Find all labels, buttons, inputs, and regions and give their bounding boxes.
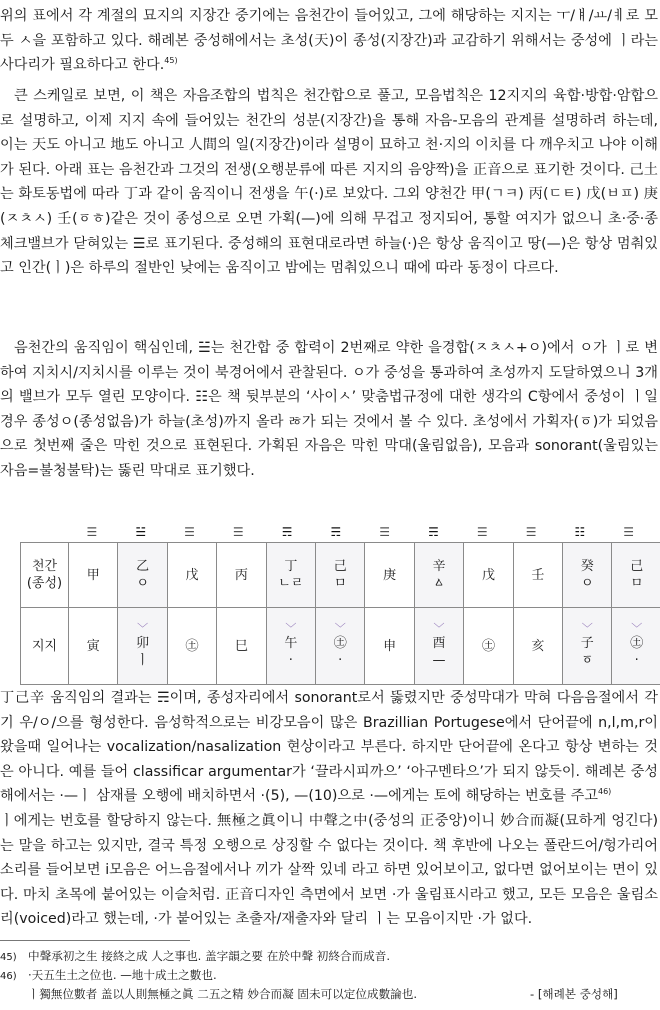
branch-char: 申 [383,638,397,654]
chevron-down-icon: ﹀ [285,622,297,635]
branch-cell [365,608,414,685]
footnote-ref-45: 45) [164,56,178,66]
paragraph-4: 丁己辛 움직임의 결과는 ☴이며, 종성자리에서 sonorant로서 뚫렸지만 중성막대가 막혀 다음음절에서 각기 우/ㅇ/으를 형성한다. 음성학적으로는 비강모음이 많은 Brazillian Portugese에서 단어끝에 n,l,m,r이 왔을때 일어나는 vocalization/nasalization 현상이라고 부른다. 하지만 단어끝에 온다고 항상 변하는 것은 아니다. 예를 들어 classificar argumentar가 ‘끌라시피까으’ ‘아구멘타으’가 되지 않듯이. 해례본 중성해에서는 ·—ㅣ 삼재를 오행에 배치하면서 ·(5), —(10)으로 ·—에게는 토에 해당하는 번호를 주고$^{46)}$ [0,690,658,805]
branch-cell [464,608,513,685]
stem-cell [563,543,612,608]
branch-jamo: · [338,653,343,668]
trigram-bar: ☰ [232,525,243,539]
stem-row [21,543,660,608]
branch-cell [266,608,315,685]
stem-char: 乙 [136,559,150,574]
branch-char: ㊏ [185,638,199,654]
stem-jamo: ㅇ [580,576,594,591]
footnote-46: 46) ·天五生土之位也. —地十成土之數也. [0,968,217,982]
branch-jamo: · [288,653,293,668]
stem-cell [414,543,463,608]
trigram-bar: ☷ [574,525,585,539]
stem-cell [513,543,562,608]
stem-cell [69,543,118,608]
stem-char: 甲 [86,567,100,583]
stem-char: 癸 [580,559,594,574]
branch-jamo: ㆆ [580,653,594,668]
branch-cell [118,608,167,685]
branch-cell [316,608,365,685]
footnote-45: 45) 中聲承初之生 接終之成 人之事也. 盖字韻之要 在於中聲 初終合而成音. [0,949,391,963]
chevron-down-icon: ﹀ [137,622,149,635]
stem-cell [316,543,365,608]
stem-jamo: ㄴㄹ [278,576,304,591]
trigram-bar: ☰ [525,525,536,539]
trigram-bar: ☱ [135,525,146,539]
branch-char: ㊏ [630,636,644,651]
branch-cell [612,608,660,685]
stem-char: 壬 [531,567,545,583]
footnote-ref-46: 46) [598,787,612,797]
trigram-bar-row [20,522,660,542]
chevron-down-icon: ﹀ [631,622,643,635]
branch-cell [513,608,562,685]
row-header-branch: 지지 [21,608,69,685]
trigram-bar: ☴ [428,525,438,539]
chevron-down-icon: ﹀ [334,622,346,635]
stem-char: 辛 [432,559,446,574]
branch-char: 寅 [86,638,100,654]
stem-char: 丁 [284,559,298,574]
branch-char: 巳 [234,638,248,654]
trigram-bar: ☴ [281,525,292,539]
chevron-down-icon: ﹀ [581,622,593,635]
branch-row [21,608,660,685]
chevron-down-icon: ﹀ [433,622,445,635]
trigram-bar: ☰ [379,525,390,539]
footnote-46-continued: ㅣ獨無位數者 盖以人則無極之眞 二五之精 妙合而凝 固未可以定位成數論也. - [해례본 중성해] [28,987,618,1001]
stem-jamo: ㅿ [432,576,446,591]
branch-cell [167,608,216,685]
stem-char: 己 [333,559,347,574]
stem-cell [167,543,216,608]
trigram-bar: ☰ [476,525,487,539]
stem-cell [118,543,167,608]
paragraph-2: 큰 스케일로 보면, 이 책은 자음조합의 법칙은 천간합으로 풀고, 모음법칙은 12지지의 육합·방합·암합으로 설명하고, 이제 지지 속에 들어있는 천간의 성분(지장간)을 통해 자음-모음의 관계를 설명하려 하는데, 이는 天도 아니고 地도 아니고 人間의 일(지장간)이라 설명이 묘하고 천·지의 이치를 다 깨우치고 나야 이해가 된다. 아래 표는 음천간과 그것의 전생(오행분류에 따른 지지의 음양짝)을 正音으로 표기한 것이다. 己土는 화토동법에 따라 丁과 같이 움직이니 전생을 午(·)로 보았다. 그외 양천간 甲(ㄱㅋ) 丙(ㄷㅌ) 戊(ㅂㅍ) 庚(ㅈㅊㅅ) 壬(ㆆㅎ)같은 것이 종성으로 오면 가획(—)에 의해 무겁고 정지되어, 통할 여지가 없으니 초·중·종 체크밸브가 닫혀있는 ☰로 표기된다. 중성해의 표현대로라면 하늘(·)은 항상 움직이고 땅(—)은 항상 멈춰있고 인간(ㅣ)은 하루의 절반인 낮에는 움직이고 밤에는 멈춰있으니 때에 따라 동정이 다르다. [0,88,658,277]
branch-jamo: ㅣ [136,653,149,668]
stem-jamo: ㅇ [136,576,149,591]
stem-char: 戊 [481,567,495,583]
branch-cell [563,608,612,685]
stem-cell [464,543,513,608]
stem-char: 庚 [383,567,397,583]
stem-cell [365,543,414,608]
stem-char: 丙 [234,567,248,583]
branch-cell [217,608,266,685]
stem-branch-table [20,522,660,685]
branch-char: 子 [580,636,594,651]
stem-char: 戊 [185,567,199,583]
branch-char: 酉 [432,636,446,651]
branch-char: 亥 [531,638,545,654]
branch-jamo: · [634,653,639,668]
branch-cell [69,608,118,685]
stem-char: 己 [630,559,644,574]
stem-jamo: ㅁ [333,576,347,591]
branch-jamo: — [432,653,446,668]
stem-jamo: ㅁ [630,576,644,591]
paragraph-5: ㅣ에게는 번호를 할당하지 않는다. 無極之眞이니 中聲之中(중성의 正중앙)이니 妙合而凝(묘하게 엉긴다)는 말을 하고는 있지만, 결국 특정 오행으로 상징할 수 없다는 것이다. 책 후반에 나오는 폴란드어/헝가리어 소리를 들어보면 i모음은 어느음절에서나 끼가 살짝 있네 라고 하면 있어보이고, 없다면 없어보이는 면이 있다. 마치 초목에 붙어있는 이슬처럼. 正音디자인 측면에서 보면 ·가 울림표시라고 했고, 모든 모음은 울림소리(voiced)라고 했는데, ·가 붙어있는 초출자/재출자와 달리 ㅣ는 모음이지만 ·가 없다. [0,813,658,928]
branch-cell [414,608,463,685]
footnote-source: - [해례본 중성해] [530,987,618,1001]
trigram-bar: ☰ [623,525,634,539]
paragraph-3: 음천간의 움직임이 핵심인데, ☱는 천간합 중 합력이 2번째로 약한 을경합(ㅈㅊㅅ+ㅇ)에서 ㅇ가 ㅣ로 변하여 지치시/지치시를 이루는 것이 북경어에서 관찰된다. ㅇ가 중성을 통과하여 초성까지 도달하였으니 3개의 밸브가 모두 열린 모양이다. ☷은 책 뒷부분의 ‘사이ㅅ’ 맞춤법규정에 대한 생각의 C항에서 중성이 ㅣ일 경우 종성ㅇ(종성없음)가 하늘(초성)까지 올라 ㅀ가 되는 것에서 볼 수 있다. 초성에서 가획자(ㆆ)가 되었음으로 첫번째 줄은 막힌 것으로 표현된다. 가획된 자음은 막힌 막대(울림없음), 모음과 sonorant(울림있는 자음=불청불탁)는 뚫린 막대로 표기했다. [0,340,658,479]
branch-char: 午 [284,636,298,651]
paragraph-1: 위의 표에서 각 계절의 묘지의 지장간 중기에는 음천간이 들어있고, 그에 해당하는 지지는 ㅜ/ㅒ/ㅛ/ㅖ로 모두 ㅅ을 포함하고 있다. 해례본 중성해에서는 초성(天)이 종성(지장간)과 교감하기 위해서는 중성에 ㅣ라는 사다리가 필요하다고 한다.$^{45)}$ [0,8,658,74]
footnote-divider [0,940,190,941]
branch-char: 卯 [136,636,150,651]
stem-cell [612,543,660,608]
stem-cell [266,543,315,608]
stem-cell [217,543,266,608]
trigram-bar: ☴ [330,525,341,539]
trigram-bar: ☰ [184,525,194,539]
cycle-table [20,542,660,685]
row-header-stem: 천간 (종성) [21,543,69,608]
branch-char: ㊏ [333,636,347,651]
trigram-bar: ☰ [86,525,97,539]
branch-char: ㊏ [481,638,495,654]
